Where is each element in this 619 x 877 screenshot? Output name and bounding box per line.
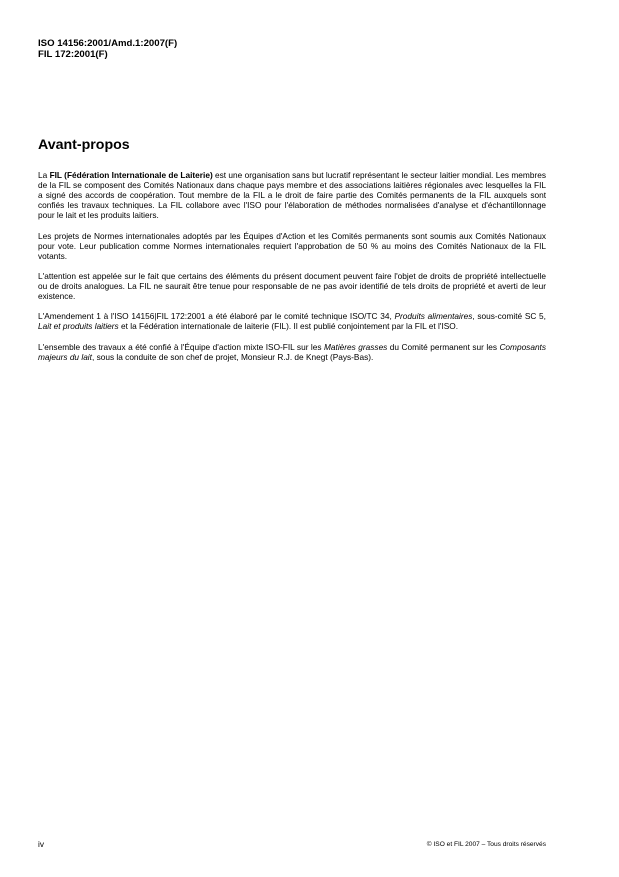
subcommittee-title: Lait et produits laitiers [38, 321, 119, 332]
foreword-body [38, 170, 546, 362]
paragraph-fil-description [38, 170, 546, 220]
committee-title: Produits alimentaires [394, 311, 473, 322]
committee-name: Composants majeurs du lait [38, 341, 547, 362]
topic-title: Matières grasses [324, 341, 388, 352]
section-title: Avant-propos [38, 137, 130, 153]
standard-designation-fil: FIL 172:2001(F) [38, 49, 108, 60]
paragraph-text: , sous-comité SC 5, [472, 311, 546, 322]
paragraph-voting: Les projets de Normes internationales adoptés par les Équipes d'Action et les Comités permanents sont soumis aux Comités Nationaux pour vote. Leur publication comme Normes internationales requiert l'approbation de 50 % au moins des Comités Nationaux de la FIL votants. [38, 230, 546, 261]
copyright-notice: © ISO et FIL 2007 – Tous droits réservés [426, 841, 546, 848]
paragraph-text: L'ensemble des travaux a été confié à l'Équipe d'action mixte ISO-FIL sur les [38, 341, 324, 352]
paragraph-patent-notice: L'attention est appelée sur le fait que certains des éléments du présent document peuvent faire l'objet de droits de propriété intellectuelle ou de droits analogues. La FIL ne saurait être tenue pour responsable de ne pas avoir identifié de tels droits de propriété et averti de leur existence. [38, 270, 546, 302]
standard-designation-iso: ISO 14156:2001/Amd.1:2007(F) [38, 38, 178, 49]
paragraph-text: du Comité permanent sur les [387, 341, 500, 352]
paragraph-text: , sous la conduite de son chef de projet, Monsieur R.J. de Knegt (Pays-Bas). [91, 351, 374, 362]
paragraph-text: est une organisation sans but lucratif représentant le secteur laitier mondial. Les membres de la FIL se composent des Comités Nationaux dans chaque pays membre et des associations laitières régionales avec lesquelles la FIL a signé des accords de coopération. Tout membre de la FIL a le droit de faire partie des Comités permanents de la FIL auxquels sont confiés les travaux techniques. La FIL collabore avec l'ISO pour l'élaboration de méthodes normalisées d'analyse et d'échantillonnage pour le lait et les produits laitiers. [38, 170, 546, 221]
paragraph-lead: La [38, 170, 50, 180]
paragraph-text: et la Fédération internationale de laiterie (FIL). Il est publié conjointement par la FIL et l'ISO. [118, 321, 459, 332]
page-number: iv [38, 839, 44, 849]
paragraph-text: L'Amendement 1 à l'ISO 14156|FIL 172:2001 a été élaboré par le comité technique ISO/TC 34, [38, 311, 395, 322]
paragraph-amendment-origin [38, 311, 546, 331]
paragraph-action-team [38, 342, 546, 362]
organization-name: FIL (Fédération Internationale de Laiterie) [49, 170, 213, 180]
document-header [38, 38, 177, 60]
